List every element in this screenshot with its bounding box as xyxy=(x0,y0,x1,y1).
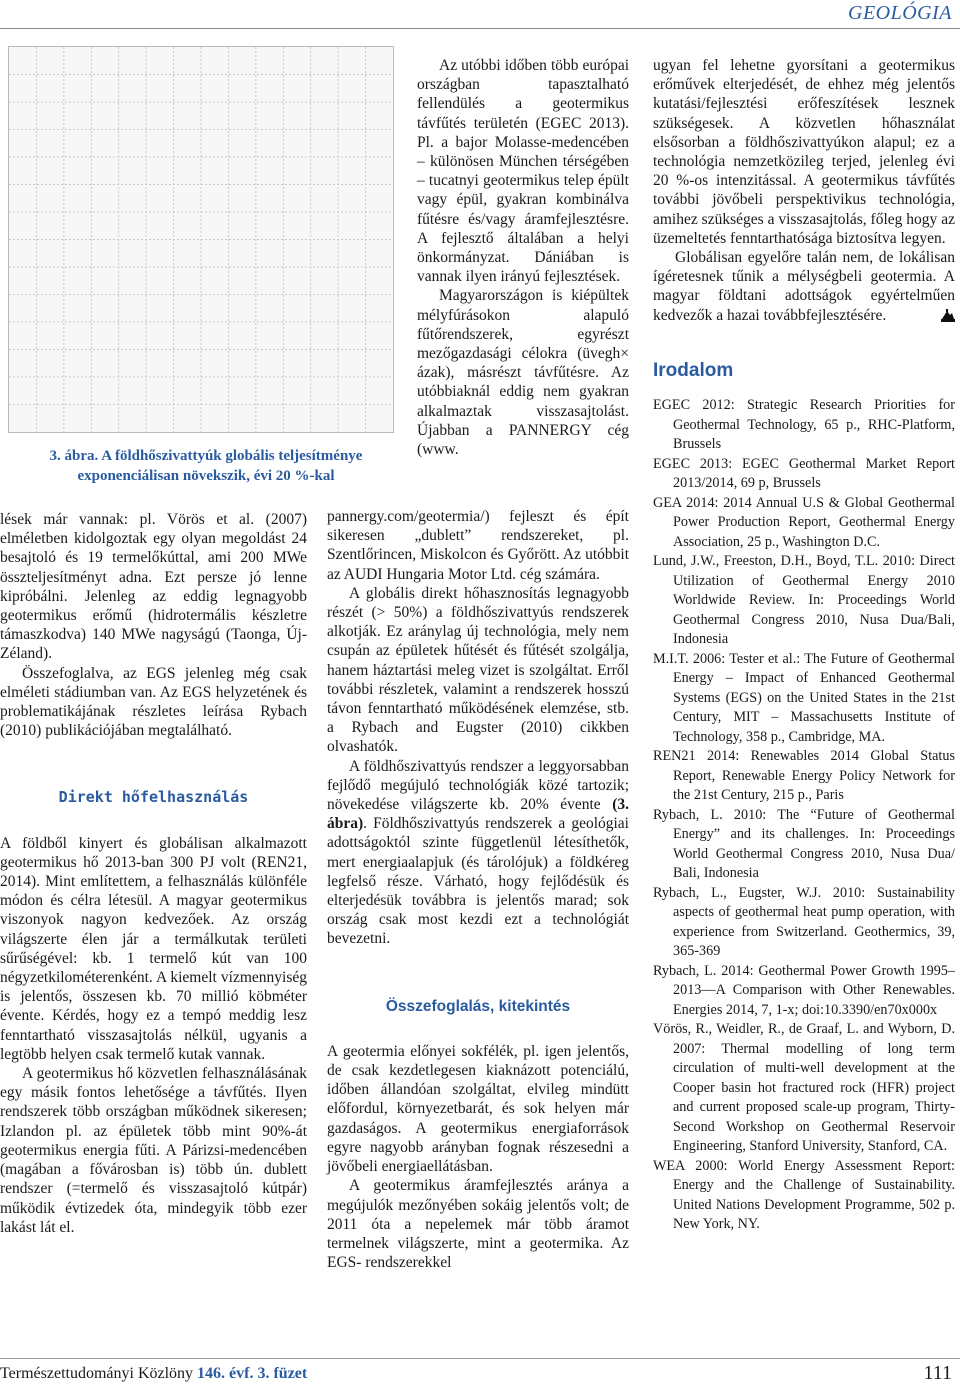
paragraph: Magyarországon is kiépültek mélyfúrásokon alapuló fűtőrendszerek, egyrészt mezőgazdasági célokra (üvegh× ázak), másrészt távfűtésre. Az utóbbiaknál eddig nem gyakran alkalmaztak visszasajtolást. Újabban a PANNERGY cég (www. xyxy=(417,287,629,459)
reference-item: Rybach, L. 2010: The “Future of Geothermal Energy” and its challenges. In: Proceedings World Geothermal Congress 2010, Nusa Dua/ Bali, Indonesia xyxy=(653,806,955,882)
paragraph: pannergy.com/geotermia/) fejleszt és épít sikeresen „dublett” rendszereket, pl. Szentlőrincen, Miskolcon és Győrött. Az utóbbit az AUDI Hungaria Motor Ltd. cég számára. xyxy=(327,508,629,583)
paragraph: A globális direkt hőhasznosítás legnagyobb részét (> 50%) a földhőszivattyús rendszerek alkotják. Ez aránylag új technológia, mely nem csupán az épületek hűtését és fűtését szolgálja, hanem háztartási meleg vizet is szolgáltat. Erről további részletek, valamint a rendszerek hosszú távon fenntartható működésének elemzése, stb. a Rybach and Eugster (2010) cikkben olvashatók. xyxy=(327,584,629,756)
reference-item: EGEC 2012: Strategic Research Priorities for Geothermal Technology, 65 p., RHC-Platform, Brussels xyxy=(653,397,955,453)
volume-issue: 146. évf. 3. füzet xyxy=(197,1365,308,1382)
reference-item: REN21 2014: Renewables 2014 Global Status Report, Renewable Energy Policy Network for the 21st Century, 215 p., Paris xyxy=(653,748,955,804)
column-2 xyxy=(327,507,629,1272)
figure-caption xyxy=(10,446,402,486)
figure-grid-image xyxy=(9,47,393,432)
figure-image xyxy=(8,46,394,433)
column-3 xyxy=(653,56,955,1235)
reference-item: Lund, J.W., Freeston, D.H., Boyd, T.L. 2010: Direct Utilization of Geothermal Energy 2010 Worldwide Review. In: Proceedings World Geothermal Congress 2010, Nusa Dua/Bali, Indonesia xyxy=(653,553,955,648)
column-1 xyxy=(0,510,307,1237)
reference-item: EGEC 2013: EGEC Geothermal Market Report 2013/2014, 69 p, Brussels xyxy=(653,455,955,492)
footer-rule xyxy=(0,1358,960,1359)
paragraph: A földből kinyert és globálisan alkalmazott geotermikus hő 2013-ban 300 PJ volt (REN21, 2014). Mint említettem, a felhasználás különféle módon és célra létesül. A magyar geotermikus viszonyok nagyon kedvezőek. Az ország világszerte élen jár a termálkutak területi sűrűségével: kb. 1 termelő kút van 100 négyzetkilométerenként. A kiemelt vízmennyiség is jelentős, összesen kb. 70 millió köbméter évente. Kérdés, hogy ez a tempó meddig lesz fenntartható visszasajtolás nélkül, ugyanis a legtöbb helyen csak termelő kutak vannak. xyxy=(0,834,307,1063)
reference-list xyxy=(653,396,955,1235)
reference-item: GEA 2014: 2014 Annual U.S & Global Geothermal Power Production Report, Geothermal Energy Association, 25 p., Washington D.C. xyxy=(653,494,955,550)
reference-item: Vörös, R., Weidler, R., de Graaf, L. and Wyborn, D. 2007: Thermal modelling of long term circulation of multi-well development at the Cooper basin hot fractured rock (HFR) project and current proposed scale-up program, Thirty-Second Workshop on Geothermal Reservoir Engineering, Stanford University, Stanford, CA. xyxy=(653,1021,955,1155)
heading-summary: Összefoglalás, kitekintés xyxy=(385,997,571,1015)
text-span: Globálisan egyelőre talán nem, de lokálisan ígéretesnek tűnik a mélységbeli geotermia. A magyar földtani adottságok egyértelműen kedvezők a hazai továbbfejlesztésére. xyxy=(653,249,955,324)
reference-item: M.I.T. 2006: Tester et al.: The Future of Geothermal Energy – Impact of Enhanced Geothermal Systems (EGS) on the United States in the 21st Century, MIT – Massachusetts Institute of Technology, 358 p., Cambridge, MA. xyxy=(653,650,955,745)
caption-line-2: exponenciálisan növekszik, évi 20 %-kal xyxy=(77,468,335,484)
heading-direct-use: Direkt hőfelhasználás xyxy=(58,788,249,807)
text-span: A földhőszivattyús rendszer a leggyorsabban fejlődő megújuló technológiák közé tartozik; növekedése világszerte kb. 20% évente xyxy=(327,757,629,814)
journal-name: Természettudományi Közlöny xyxy=(0,1365,198,1382)
paragraph: Összefoglalva, az EGS jelenleg még csak elméleti stádiumban van. Az EGS helyzetének és problematikájának részletes leírása Rybach (2010) publikációjában megtalálható. xyxy=(0,664,307,740)
figure-reference: (3. ábra) xyxy=(327,796,629,833)
reference-item: Rybach, L. 2014: Geothermal Power Growth 1995–2013—A Comparison with Other Renewables. Energies 2014, 7, 1-x; doi:10.3390/en70x000x xyxy=(653,962,955,1018)
paragraph: A geotermia előnyei sokfélék, pl. igen jelentős, de csak kezdetlegesen kiaknázott potenciálú, időben állandóan szolgáltat, elvileg mindütt előfordul, környezetbarát, és sok helyen már gazdaságos. A geotermikus energiaforrások egyre nagyobb arányban fognak részesedni a jövőbeli energiaellátásban. xyxy=(327,1042,629,1176)
footer-journal xyxy=(0,1365,307,1383)
text-span: . Földhőszivattyús rendszerek a geológiai adottságoktól szinte függetlenül létesíthetők, mert energiaalapjuk (és tárolójuk) a földkéreg legfelső része. Várható, hogy fejlődésük és elterjedésük továbbra is jelentős marad; sok ország csak most kezdi ezt a technológiát bevezetni. xyxy=(327,815,629,948)
header-rule xyxy=(0,28,960,29)
paragraph: A geotermikus áramfejlesztés aránya a megújulók mezőnyében sokáig jelentős volt; de 2011 óta a nepelemek már több áramot termelnek világszerte, mint a geotermika. Az EGS- rendszerekkel xyxy=(327,1177,629,1272)
caption-line-1: 3. ábra. A földhőszivattyúk globális teljesítménye xyxy=(49,448,363,464)
paragraph: ugyan fel lehetne gyorsítani a geotermikus erőművek elterjedését, de ehhez még jelentős kutatási/fejlesztési erőfeszítések lesznek szükségesek. A közvetlen hőhasználat elsősorban a földhőszivattyúkon alapul; ez a technológia nemzetközileg terjed, jelenleg évi 20 %-os intenzitással. A geotermikus távfűtés további jövőbeli perspektivikus technológia, amihez szükséges a visszasajtolás, főleg hogy az üzemeltetés fenntarthatósága biztosítva legyen. xyxy=(653,57,955,247)
paragraph xyxy=(653,248,955,325)
paragraph: Az utóbbi időben több európai országban tapasztalható fellendülés a geotermikus távfűtés területén (EGEC 2013). Pl. a bajor Molasse-medencében – különösen München térségében – tucatnyi geotermikus telep épült vagy épül, gyakran kombinálva fűtésre és/vagy áramfejlesztésre. A fejlesztő általában a helyi önkormányzat. Dániában is vannak ilyen irányú fejlesztések. xyxy=(417,57,629,286)
column-2-top xyxy=(417,56,629,459)
end-mark-icon xyxy=(941,308,955,322)
reference-item: Rybach, L., Eugster, W.J. 2010: Sustainability aspects of geothermal heat pump operation, with experience from Switzerland. Geothermics, 39, 365-369 xyxy=(653,884,955,960)
section-title: GEOLÓGIA xyxy=(848,2,952,24)
paragraph: lések már vannak: pl. Vörös et al. (2007) elméletben kidolgoztak egy olyan megoldást 24 besajtoló és 19 termelőkúttal, ami 200 MWe összteljesítményt adna. Ezt persze jó lenne kipróbálni. Jelenleg az eddig legnagyobb geotermikus erőmű (hidrotermális készletre támaszkodva) 140 MWe nagyságú (Taonga, Új-Zéland). xyxy=(0,511,307,663)
page-number: 111 xyxy=(923,1362,952,1384)
heading-references: Irodalom xyxy=(653,359,734,381)
paragraph: A geotermikus hő közvetlen felhasználásának egy másik fontos lehetősége a távfűtés. Ilyen rendszerek több országban működnek sikeresen; Izlandon pl. az épületek több mint 90%-át geotermikus energia fűti. A Párizsi-medencében (magában a fővárosban is) több ún. dublett rendszer (=termelő és visszasajtoló kútpár) működik évtizedek óta, mindegyik több ezer lakást lát el. xyxy=(0,1065,307,1236)
paragraph xyxy=(327,757,629,949)
reference-item: WEA 2000: World Energy Assessment Report: Energy and the Challenge of Sustainability. United Nations Development Programme, 502 p. New York, NY. xyxy=(653,1157,955,1233)
